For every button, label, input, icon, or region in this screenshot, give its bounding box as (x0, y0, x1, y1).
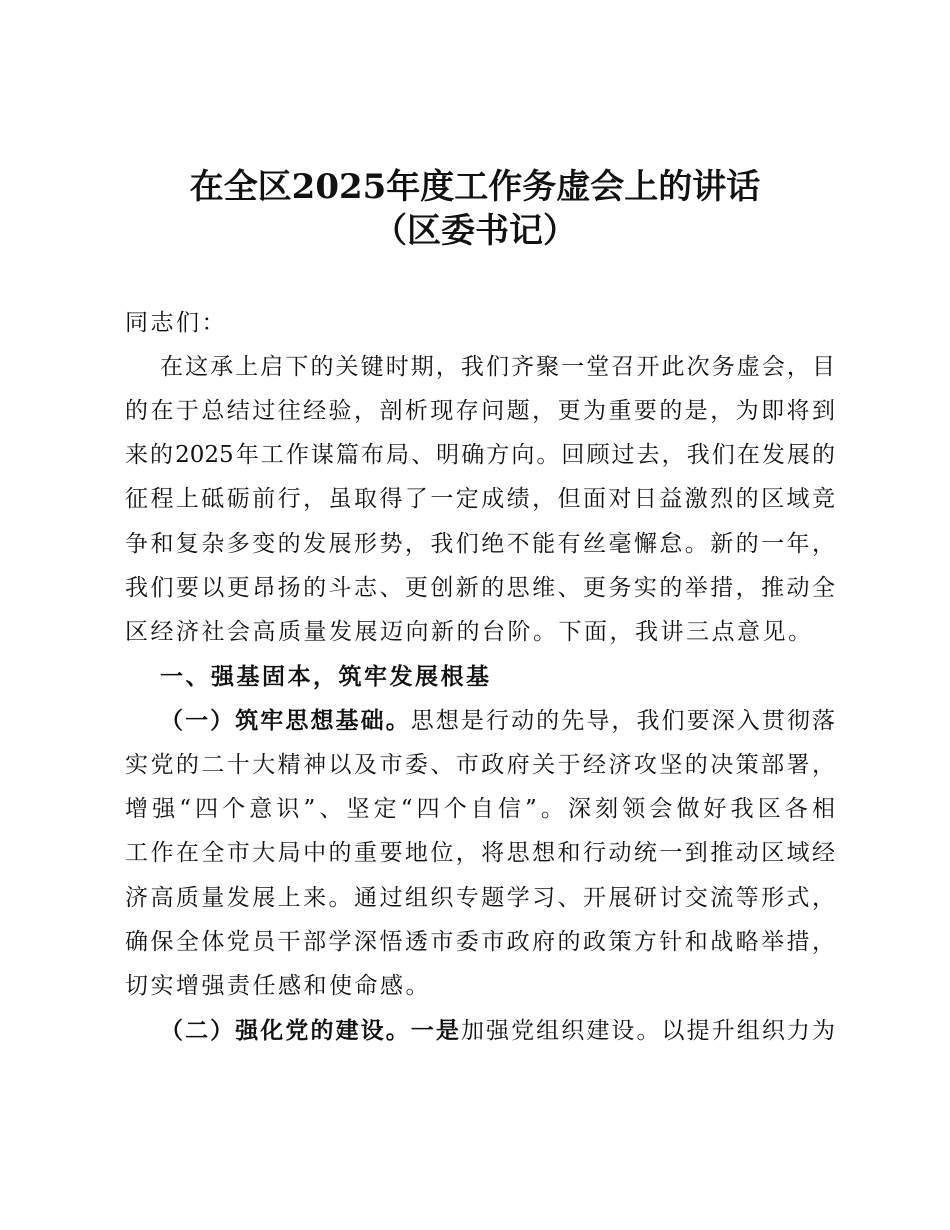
document-subtitle: （区委书记） (373, 211, 577, 251)
text-run: 实党的二十大精神以及市委、市政府关于经济攻坚的决策部署， (125, 752, 835, 778)
paragraph-line (125, 838, 835, 868)
paragraph-line (125, 883, 835, 913)
text-run: 我们要以更昂扬的斗志、更创新的思维、更务实的举措，推动全 (125, 575, 835, 601)
paragraph-line (160, 352, 835, 382)
paragraph-line (125, 750, 835, 780)
paragraph-line (160, 706, 835, 736)
paragraph-line (125, 927, 835, 957)
paragraph-line (125, 529, 835, 559)
bold-lead-text: 一、强基固本，筑牢发展根基 (160, 663, 492, 690)
text-run: 区经济社会高质量发展迈向新的台阶。下面，我讲三点意见。 (125, 619, 814, 645)
text-run: 确保全体党员干部学深悟透市委市政府的政策方针和战略举措， (125, 929, 835, 955)
text-run: 切实增强责任感和使命感。 (125, 973, 431, 999)
paragraph-line (125, 440, 835, 470)
section-heading (160, 662, 835, 692)
text-run: 思想是行动的先导，我们要深入贯彻落 (410, 708, 836, 734)
text-run: 工作在全市大局中的重要地位，将思想和行动统一到推动区域经 (125, 840, 835, 866)
bold-lead-text: （二）强化党的建设。一是 (160, 1017, 461, 1044)
paragraph-line (125, 971, 835, 1001)
paragraph-line (125, 794, 835, 824)
salutation: 同志们： (125, 310, 227, 336)
text-run: 济高质量发展上来。通过组织专题学习、开展研讨交流等形式， (125, 885, 835, 911)
text-run: 在这承上启下的关键时期，我们齐聚一堂召开此次务虚会，目 (160, 354, 835, 380)
paragraph-line (125, 617, 835, 647)
text-run: 加强党组织建设。以提升组织力为 (460, 1018, 836, 1044)
text-run: 来的2025年工作谋篇布局、明确方向。回顾过去，我们在发展的 (125, 442, 835, 468)
paragraph-line (125, 484, 835, 514)
text-run: 的在于总结过往经验，剖析现存问题，更为重要的是，为即将到 (125, 398, 835, 424)
text-run: 征程上砥砺前行，虽取得了一定成绩，但面对日益激烈的区域竞 (125, 486, 835, 512)
paragraph-line (125, 573, 835, 603)
paragraph-line (160, 1016, 835, 1046)
bold-lead-text: （一）筑牢思想基础。 (160, 707, 411, 734)
document-title: 在全区2025年度工作务虚会上的讲话 (189, 167, 761, 207)
text-run: 争和复杂多变的发展形势，我们绝不能有丝毫懈怠。新的一年， (125, 531, 835, 557)
paragraph-line (125, 396, 835, 426)
text-run: 增强“四个意识”、坚定“四个自信”。深刻领会做好我区各相 (125, 796, 835, 822)
